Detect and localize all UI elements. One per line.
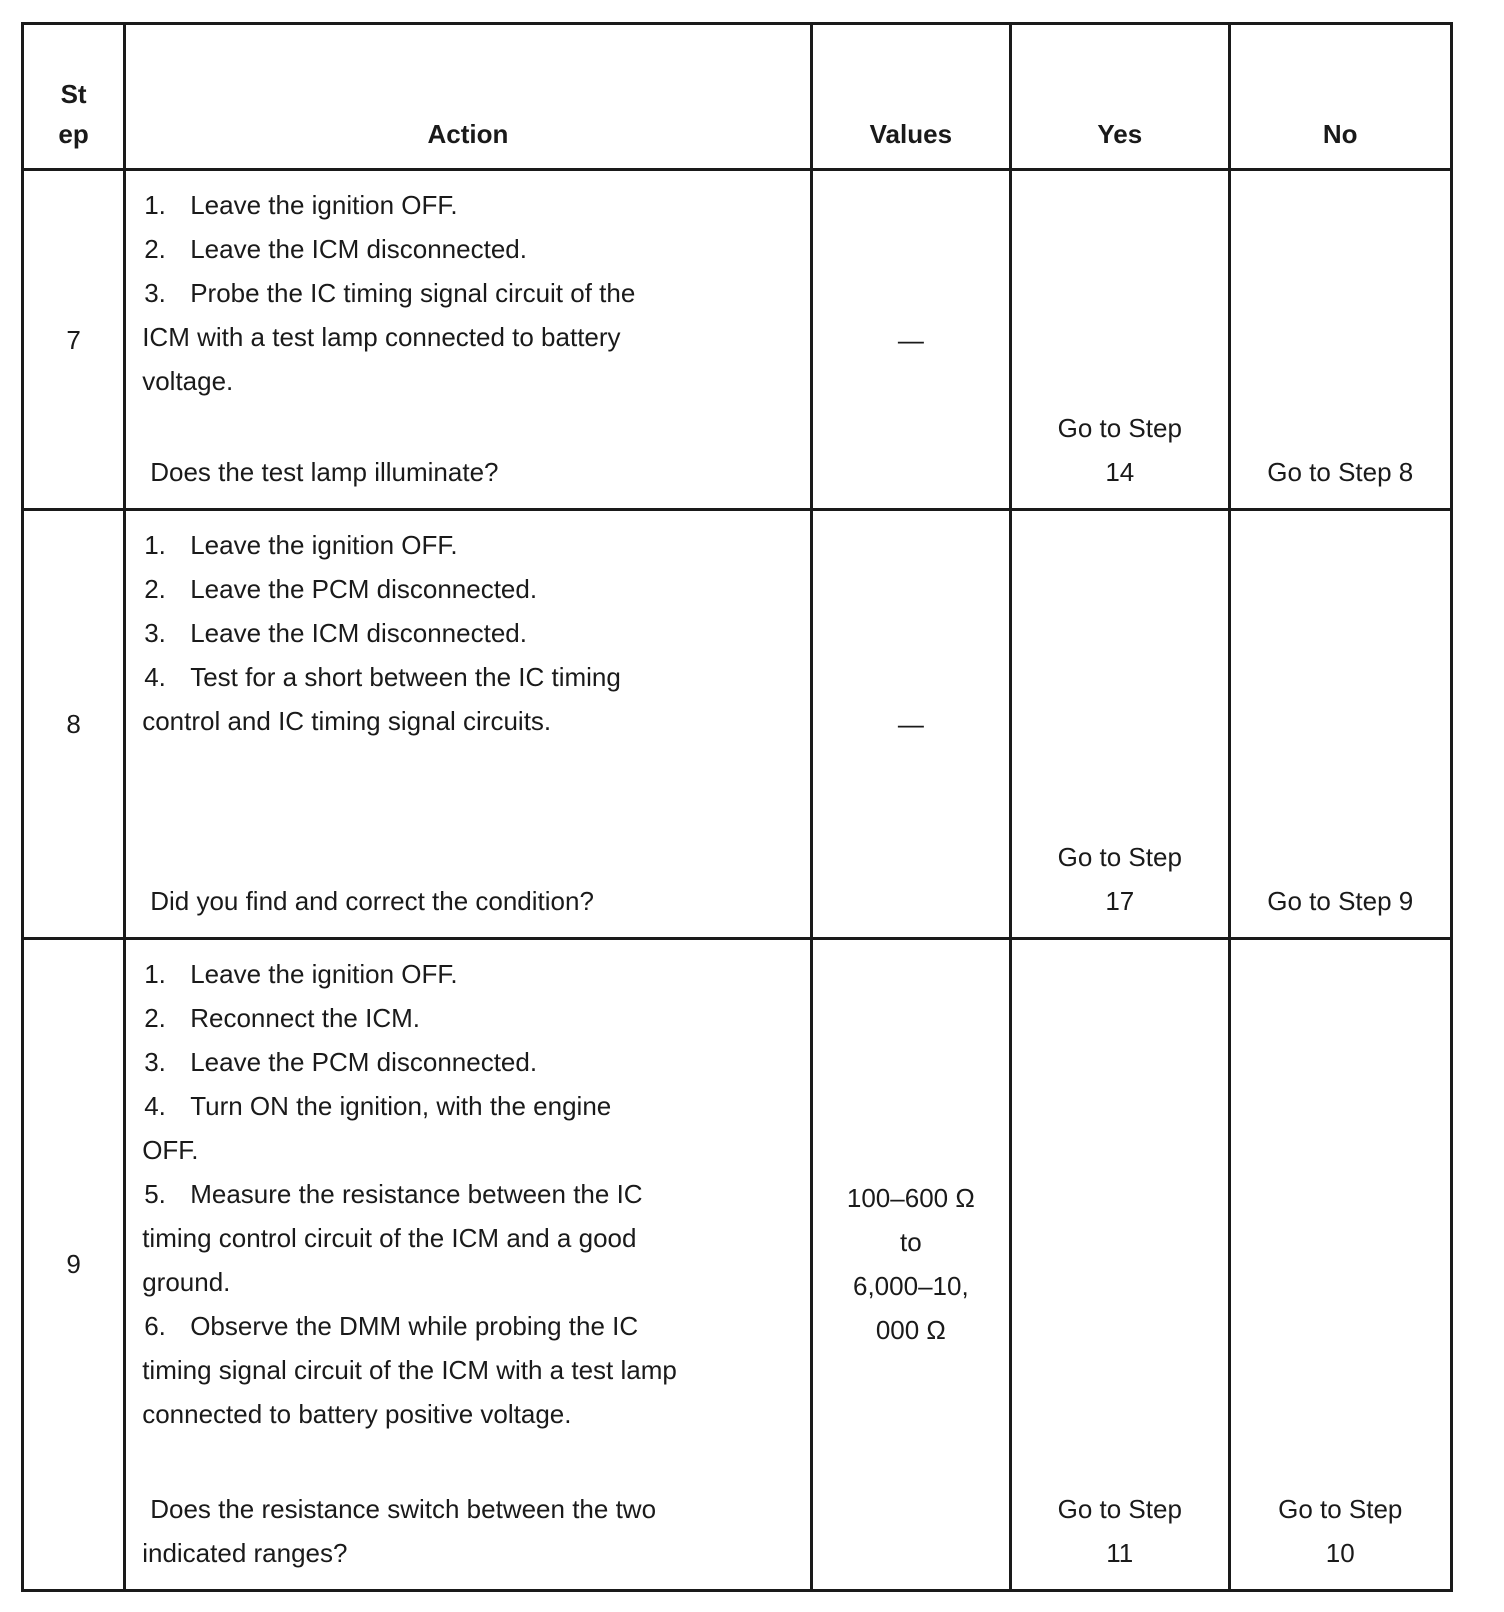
yes-cell xyxy=(1011,938,1229,1590)
no-cell xyxy=(1229,170,1452,509)
step-number: 7 xyxy=(23,170,125,509)
action-line: 2. Leave the ICM disconnected. xyxy=(144,234,527,265)
action-question: Does the test lamp illuminate? xyxy=(150,456,499,487)
header-yes: Yes xyxy=(1011,24,1229,170)
yes-cell xyxy=(1011,170,1229,509)
action-line: timing signal circuit of the ICM with a test lamp xyxy=(142,1354,677,1385)
action-line: 4. Turn ON the ignition, with the engine xyxy=(144,1090,612,1121)
action-steps xyxy=(126,171,809,403)
action-question: Did you find and correct the condition? xyxy=(150,885,594,916)
value-line3: 6,000–10, xyxy=(853,1271,969,1302)
no-cell xyxy=(1229,509,1452,938)
action-line: ground. xyxy=(142,1266,231,1297)
yes-line2: 17 xyxy=(1105,885,1135,916)
action-line: 2. Reconnect the ICM. xyxy=(144,1002,420,1033)
header-step-line2: ep xyxy=(58,119,89,150)
action-line: ICM with a test lamp connected to battery xyxy=(142,322,621,353)
header-action: Action xyxy=(125,24,811,170)
header-values: Values xyxy=(811,24,1010,170)
value-line2: to xyxy=(900,1227,922,1258)
action-line: 3. Leave the ICM disconnected. xyxy=(144,617,527,648)
diagnostic-table xyxy=(21,22,1453,1592)
action-steps xyxy=(126,511,809,743)
no-line2: 10 xyxy=(1325,1538,1355,1568)
action-line: 3. Leave the PCM disconnected. xyxy=(144,1046,538,1077)
value-cell: — xyxy=(811,170,1010,509)
yes-line1: Go to Step xyxy=(1057,1494,1182,1524)
action-cell xyxy=(125,938,811,1590)
action-line: 3. Probe the IC timing signal circuit of the xyxy=(144,278,636,309)
value-cell xyxy=(811,938,1010,1590)
step-number: 8 xyxy=(23,509,125,938)
action-line: control and IC timing signal circuits. xyxy=(142,705,552,736)
no-line1: Go to Step xyxy=(1278,1494,1403,1524)
action-line: 1. Leave the ignition OFF. xyxy=(144,958,458,989)
yes-cell xyxy=(1011,509,1229,938)
no-line1: Go to Step 8 xyxy=(1267,456,1414,487)
value-line1: 100–600 Ω xyxy=(846,1183,975,1214)
action-cell xyxy=(125,509,811,938)
action-line: 6. Observe the DMM while probing the IC xyxy=(144,1310,639,1341)
action-line: connected to battery positive voltage. xyxy=(142,1398,572,1429)
yes-line2: 11 xyxy=(1106,1538,1134,1568)
action-line: 1. Leave the ignition OFF. xyxy=(144,190,458,221)
question-line2: indicated ranges? xyxy=(142,1538,348,1568)
header-step xyxy=(23,24,125,170)
yes-line1: Go to Step xyxy=(1057,841,1182,872)
question-line1: Does the resistance switch between the two xyxy=(150,1494,657,1524)
header-step-line1: St xyxy=(60,79,87,110)
action-line: 2. Leave the PCM disconnected. xyxy=(144,573,538,604)
no-line1: Go to Step 9 xyxy=(1267,885,1414,916)
table-row-step-8 xyxy=(23,509,1452,938)
step-number: 9 xyxy=(23,938,125,1590)
yes-line2: 14 xyxy=(1105,456,1135,487)
action-line: OFF. xyxy=(142,1134,199,1165)
action-line: timing control circuit of the ICM and a good xyxy=(142,1222,637,1253)
action-line: 1. Leave the ignition OFF. xyxy=(144,529,458,560)
value-line4: 000 Ω xyxy=(875,1315,946,1346)
header-row xyxy=(23,24,1452,170)
value-cell: — xyxy=(811,509,1010,938)
table-row-step-7 xyxy=(23,170,1452,509)
action-line: 5. Measure the resistance between the IC xyxy=(144,1178,643,1209)
action-cell xyxy=(125,170,811,509)
yes-line1: Go to Step xyxy=(1057,412,1182,443)
action-line: 4. Test for a short between the IC timing xyxy=(144,661,621,692)
header-no: No xyxy=(1229,24,1452,170)
action-question xyxy=(142,1487,795,1575)
action-steps xyxy=(126,940,809,1436)
action-line: voltage. xyxy=(142,366,234,397)
no-cell xyxy=(1229,938,1452,1590)
table-row-step-9 xyxy=(23,938,1452,1590)
